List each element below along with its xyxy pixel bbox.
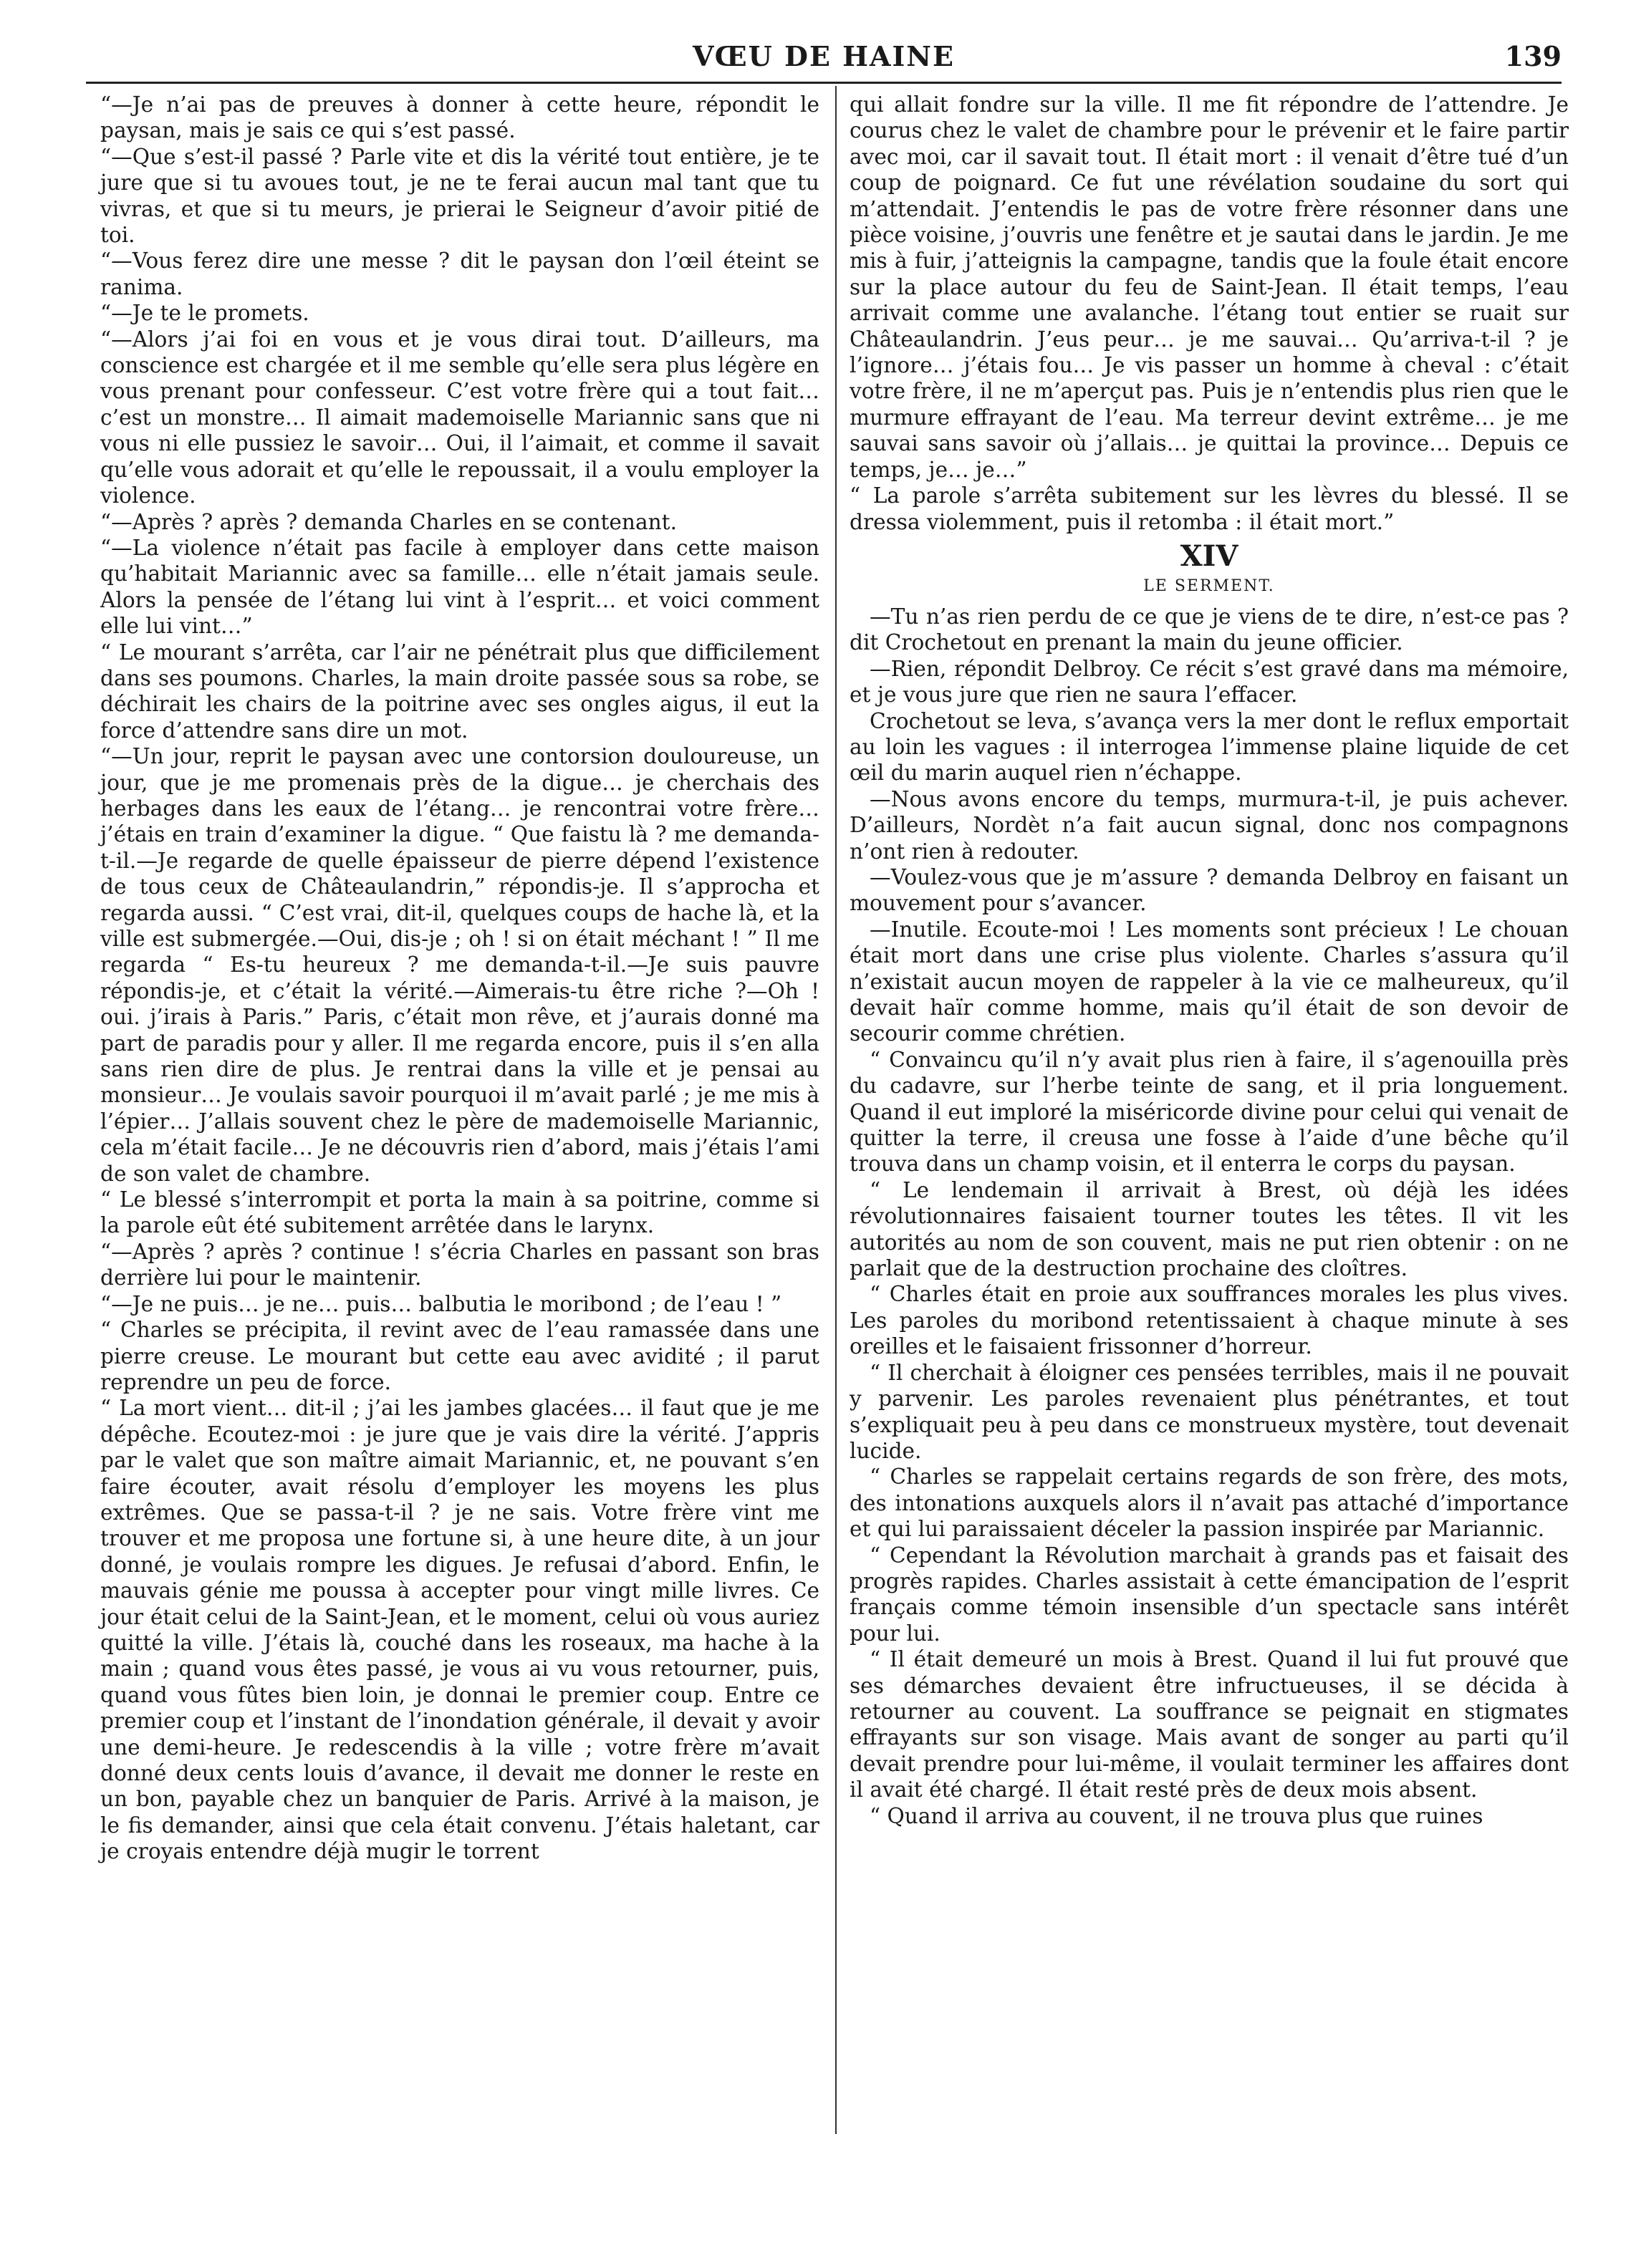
paragraph: “ La mort vient… dit-il ; j’ai les jambes glacées… il faut que je me dépêche. Ecoutez-moi : je jure que je vais dire la vérité. J’appris par le valet que son maître aimait Mariannic, et, ne pouvant s’en faire écouter, avait résolu d’employer les moyens les plus extrêmes. Que se passa-t-il ? je ne sais. Votre frère vint me trouver et me proposa une fortune si, à une heure dite, à un jour donné, je voulais rompre les digues. Je refusai d’abord. Enfin, le mauvais génie me poussa à accepter pour vingt mille livres. Ce jour était celui de la Saint-Jean, et le moment, celui où vous auriez quitté la ville. J’étais là, couché dans les roseaux, ma hache à la main ; quand vous êtes passé, je vous ai vu vous retourner, puis, quand vous fûtes bien loin, je donnai le premier coup. Entre ce premier coup et l’instant de l’inondation générale, il devait y avoir une demi-heure. Je redescendis à la ville ; votre frère m’avait donné deux cents louis d’avance, il devait me donner le reste en un bon, payable chez un banquier de Paris. Arrivé à la maison, je le fis demander, ainsi que cela était convenu. J’étais haletant, car je croyais entendre déjà mugir le torrent [100, 1396, 819, 1864]
paragraph: “—Que s’est-il passé ? Parle vite et dis la vérité tout entière, je te jure que si tu avoues tout, je ne te ferai aucun mal tant que tu vivras, et que si tu meurs, je prierai le Seigneur d’avoir pitié de toi. [100, 144, 819, 248]
paragraph: —Tu n’as rien perdu de ce que je viens de te dire, n’est-ce pas ? dit Crochetout en prenant la main du jeune officier. [850, 604, 1569, 655]
header-rule [86, 82, 1562, 84]
paragraph: “ Convaincu qu’il n’y avait plus rien à faire, il s’agenouilla près du cadavre, sur l’herbe teinte de sang, et il pria longuement. Quand il eut imploré la miséricorde divine pour celui qui venait de quitter la terre, il creusa une fosse à l’aide d’une bêche qu’il trouva dans un champ voisin, et il enterra le corps du paysan. [850, 1047, 1569, 1177]
page-header [86, 40, 1562, 83]
paragraph: “ Il cherchait à éloigner ces pensées terribles, mais il ne pouvait y parvenir. Les paroles revenaient plus pénétrantes, et tout s’expliquait peu à peu dans ce monstrueux mystère, tout devenait lucide. [850, 1360, 1569, 1463]
paragraph: qui allait fondre sur la ville. Il me fit répondre de l’attendre. Je courus chez le valet de chambre pour le prévenir et le faire partir avec moi, car il savait tout. Il était mort : il venait d’être tué d’un coup de poignard. Ce fut une révélation soudaine du sort qui m’attendait. J’entendis le pas de votre frère résonner dans une pièce voisine, j’ouvris une fenêtre et je sautai dans le jardin. Je me mis à fuir, j’atteignis la campagne, tandis que la foule était encore sur la place autour du feu de Saint-Jean. Il était temps, l’eau arrivait comme une avalanche. l’étang tout entier se ruait sur Châteaulandrin. J’eus peur… je me sauvai… Qu’arriva-t-il ? je l’ignore… j’étais fou… Je vis passer un homme à cheval : c’était votre frère, il ne m’aperçut pas. Puis je n’entendis plus rien que le murmure effrayant de l’eau. Ma terreur devint extrême… je me sauvai sans savoir où j’allais… je quittai la province… Depuis ce temps, je… je…” [850, 92, 1569, 482]
paragraph: “ Le lendemain il arrivait à Brest, où déjà les idées révolutionnaires faisaient tourner toutes les têtes. Il vit les autorités au nom de son couvent, mais ne put rien obtenir : on ne parlait que de la destruction prochaine des cloîtres. [850, 1177, 1569, 1281]
left-column [100, 92, 819, 1865]
paragraph: —Voulez-vous que je m’assure ? demanda Delbroy en faisant un mouvement pour s’avancer. [850, 864, 1569, 916]
paragraph: “—Je ne puis… je ne… puis… balbutia le moribond ; de l’eau ! ” [100, 1291, 782, 1316]
chapter-title: LE SERMENT. [1143, 576, 1275, 595]
paragraph: “—Je n’ai pas de preuves à donner à cette heure, répondit le paysan, mais je sais ce qui s’est passé. [100, 92, 819, 143]
paragraph: “ Quand il arriva au couvent, il ne trouva plus que ruines [870, 1803, 1483, 1828]
page-number: 139 [1504, 40, 1562, 72]
paragraph: “ Cependant la Révolution marchait à grands pas et faisait des progrès rapides. Charles assistait à cette émancipation de l’esprit français comme témoin insensible d’un spectacle sans intérêt pour lui. [850, 1543, 1569, 1646]
paragraph: Crochetout se leva, s’avança vers la mer dont le reflux emportait au loin les vagues : il interrogea l’immense plaine liquide de cet œil du marin auquel rien n’échappe. [850, 708, 1569, 786]
paragraph: “ Charles se précipita, il revint avec de l’eau ramassée dans une pierre creuse. Le mourant but cette eau avec avidité ; il parut reprendre un peu de force. [100, 1318, 819, 1394]
paragraph: “—Je te le promets. [100, 301, 309, 326]
chapter-number: XIV [1180, 539, 1238, 573]
paragraph: “—Après ? après ? demanda Charles en se contenant. [100, 509, 677, 534]
paragraph: “ Charles était en proie aux souffrances morales les plus vives. Les paroles du moribond retentissaient à chaque minute à ses oreilles et le faisaient frissonner d’horreur. [850, 1282, 1569, 1359]
running-title: VŒU DE HAINE [692, 40, 956, 72]
paragraph: —Rien, répondit Delbroy. Ce récit s’est gravé dans ma mémoire, et je vous jure que rien ne saura l’effacer. [850, 656, 1569, 708]
paragraph: “—La violence n’était pas facile à employer dans cette maison qu’habitait Mariannic avec sa famille… elle n’était jamais seule. Alors la pensée de l’étang lui vint à l’esprit… et voici comment elle lui vint…” [100, 535, 819, 639]
paragraph: “ Le mourant s’arrêta, car l’air ne pénétrait plus que difficilement dans ses poumons. Charles, la main droite passée sous sa robe, se déchirait les chairs de la poitrine avec ses ongles aigus, il eut la force d’attendre sans dire un mot. [100, 640, 819, 743]
paragraph: “ La parole s’arrêta subitement sur les lèvres du blessé. Il se dressa violemment, puis il retomba : il était mort.” [850, 483, 1569, 534]
paragraph: “—Vous ferez dire une messe ? dit le paysan don l’œil éteint se ranima. [100, 248, 819, 299]
paragraph: —Nous avons encore du temps, murmura-t-il, je puis achever. D’ailleurs, Nordèt n’a fait aucun signal, donc nos compagnons n’ont rien à redouter. [850, 786, 1569, 864]
paragraph: “—Un jour, reprit le paysan avec une contorsion douloureuse, un jour, que je me promenais près de la digue… je cherchais des herbages dans les eaux de l’étang… je rencontrai votre frère… j’étais en train d’examiner la digue. “ Que faistu là ? me demanda-t-il.—Je regarde de quelle épaisseur de pierre dépend l’existence de tous ceux de Châteaulandrin,” répondis-je. Il s’approcha et regarda aussi. “ C’est vrai, dit-il, quelques coups de hache là, et la ville est submergée.—Oui, dis-je ; oh ! si on était méchant ! ” Il me regarda “ Es-tu heureux ? me demanda-t-il.—Je suis pauvre répondis-je, et c’était la vérité.—Aimerais-tu être riche ?—Oh ! oui. j’irais à Paris.” Paris, c’était mon rêve, et j’aurais donné ma part de paradis pour y aller. Il me regarda encore, puis il s’en alla sans rien dire de plus. Je rentrai dans la ville et je pensai au monsieur… Je voulais savoir pourquoi il m’avait parlé ; je me mis à l’épier… J’allais souvent chez le père de mademoiselle Mariannic, cela m’était facile… Je ne découvris rien d’abord, mais j’étais l’ami de son valet de chambre. [100, 744, 819, 1186]
paragraph: “—Alors j’ai foi en vous et je vous dirai tout. D’ailleurs, ma conscience est chargée et il me semble qu’elle sera plus légère en vous prenant pour confesseur. C’est votre frère qui a tout fait… c’est un monstre… Il aimait mademoiselle Mariannic sans que ni vous ni elle pussiez le savoir… Oui, il l’aimait, et comme il savait qu’elle vous adorait et qu’elle le repoussait, il a voulu employer la violence. [100, 327, 819, 508]
paragraph: “ Il était demeuré un mois à Brest. Quand il lui fut prouvé que ses démarches devaient être infructueuses, il se décida à retourner au couvent. La souffrance se peignait en stigmates effrayants sur son visage. Mais avant de songer au parti qu’il devait prendre pour lui-même, il voulait terminer les affaires dont il avait été chargé. Il était resté près de deux mois absent. [850, 1647, 1569, 1803]
paragraph: “ Charles se rappelait certains regards de son frère, des mots, des intonations auxquels alors il n’avait pas attaché d’importance et qui lui paraissaient déceler la passion inspirée par Mariannic. [850, 1464, 1569, 1542]
paragraph: —Inutile. Ecoute-moi ! Les moments sont précieux ! Le chouan était mort dans une crise plus violente. Charles s’assura qu’il n’existait aucun moyen de rappeler à la vie ce malheureux, qu’il devait haïr comme homme, mais qu’il était de son devoir de secourir comme chrétien. [850, 917, 1569, 1046]
column-divider [835, 86, 837, 2134]
paragraph: “ Le blessé s’interrompit et porta la main à sa poitrine, comme si la parole eût été subitement arrêtée dans le larynx. [100, 1187, 819, 1238]
paragraph: “—Après ? après ? continue ! s’écria Charles en passant son bras derrière lui pour le maintenir. [100, 1239, 819, 1290]
right-column [850, 92, 1569, 1829]
